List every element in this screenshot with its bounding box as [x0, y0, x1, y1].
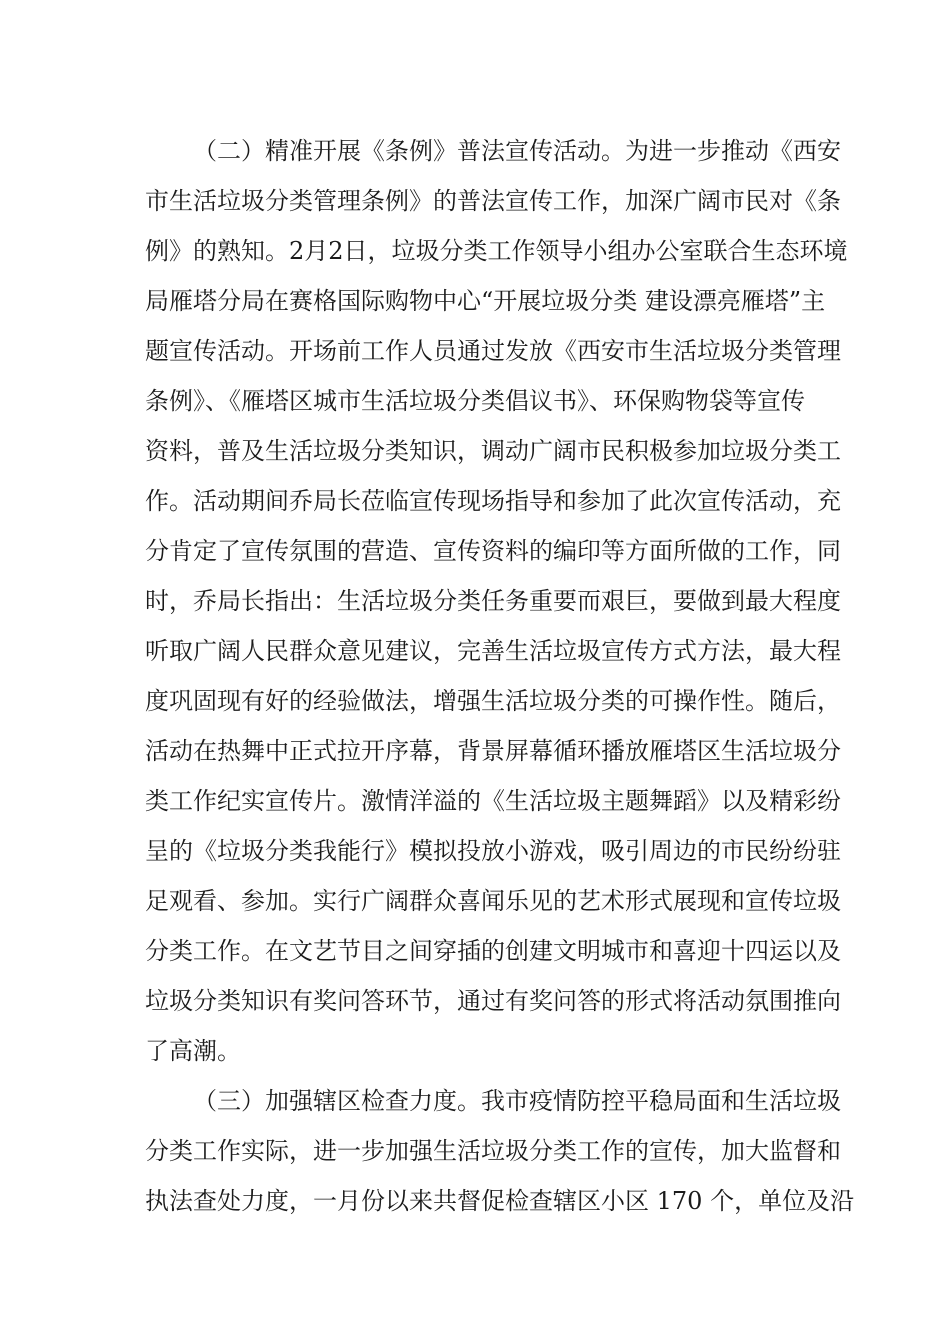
paragraph-1-line-13: 活动在热舞中正式拉开序幕，背景屏幕循环播放雁塔区生活垃圾分 [145, 737, 841, 765]
paragraph-1-line-19: 了高潮。 [145, 1037, 241, 1065]
paragraph-1-line-11: 听取广阔人民群众意见建议，完善生活垃圾宣传方式方法，最大程 [145, 637, 841, 665]
paragraph-1-line-16: 足观看、参加。实行广阔群众喜闻乐见的艺术形式展现和宣传垃圾 [145, 887, 841, 915]
paragraph-1-line-4: 局雁塔分局在赛格国际购物中心“开展垃圾分类 建设漂亮雁塔”主 [145, 287, 826, 315]
paragraph-1-line-3: 例》的熟知。2月2日，垃圾分类工作领导小组办公室联合生态环境 [145, 237, 848, 265]
paragraph-1-line-12: 度巩固现有好的经验做法，增强生活垃圾分类的可操作性。随后， [145, 687, 841, 715]
paragraph-1-line-8: 作。活动期间乔局长莅临宣传现场指导和参加了此次宣传活动，充 [145, 487, 841, 515]
paragraph-2-line-2: 分类工作实际，进一步加强生活垃圾分类工作的宣传，加大监督和 [145, 1137, 841, 1165]
paragraph-1-line-6: 条例》、《雁塔区城市生活垃圾分类倡议书》、环保购物袋等宣传 [145, 387, 805, 415]
paragraph-1-line-2: 市生活垃圾分类管理条例》的普法宣传工作，加深广阔市民对《条 [145, 187, 841, 215]
paragraph-1-line-14: 类工作纪实宣传片。激情洋溢的《生活垃圾主题舞蹈》以及精彩纷 [145, 787, 841, 815]
paragraph-1-line-9: 分肯定了宣传氛围的营造、宣传资料的编印等方面所做的工作，同 [145, 537, 841, 565]
paragraph-1-line-18: 垃圾分类知识有奖问答环节，通过有奖问答的形式将活动氛围推向 [145, 987, 841, 1015]
paragraph-1-line-1: （二）精准开展《条例》普法宣传活动。为进一步推动《西安 [193, 137, 841, 165]
paragraph-1-line-17: 分类工作。在文艺节目之间穿插的创建文明城市和喜迎十四运以及 [145, 937, 841, 965]
paragraph-1-line-10: 时，乔局长指出：生活垃圾分类任务重要而艰巨，要做到最大程度 [145, 587, 841, 615]
paragraph-2-line-3: 执法查处力度，一月份以来共督促检查辖区小区 170 个，单位及沿 [145, 1187, 855, 1215]
paragraph-1-line-15: 呈的《垃圾分类我能行》模拟投放小游戏，吸引周边的市民纷纷驻 [145, 837, 841, 865]
paragraph-1-line-5: 题宣传活动。开场前工作人员通过发放《西安市生活垃圾分类管理 [145, 337, 841, 365]
paragraph-2-line-1: （三）加强辖区检查力度。我市疫情防控平稳局面和生活垃圾 [193, 1087, 841, 1115]
paragraph-1-line-7: 资料，普及生活垃圾分类知识，调动广阔市民积极参加垃圾分类工 [145, 437, 841, 465]
